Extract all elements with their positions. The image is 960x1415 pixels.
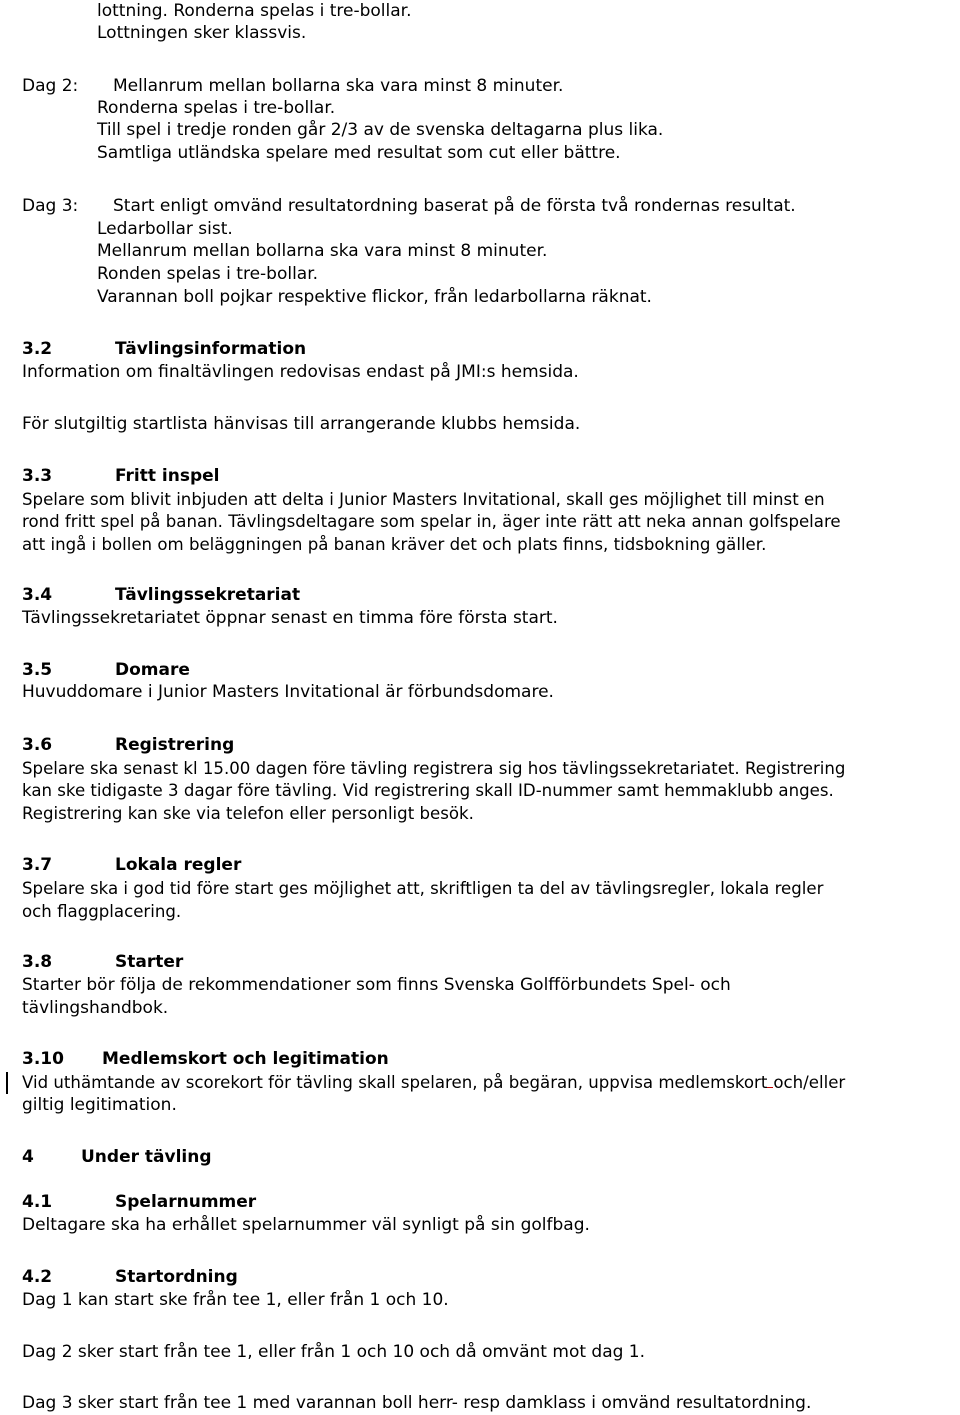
intro-line: lottning. Ronderna spelas i tre-bollar. bbox=[97, 1, 412, 21]
intro-line: Lottningen sker klassvis. bbox=[97, 23, 307, 43]
section-title: Startordning bbox=[115, 1267, 238, 1287]
paragraph-line: tävlingshandbok. bbox=[22, 998, 169, 1018]
paragraph-line: Huvuddomare i Junior Masters Invitational är förbundsdomare. bbox=[22, 682, 554, 702]
schedule-line: Ledarbollar sist. bbox=[97, 219, 233, 239]
schedule-line: Ronderna spelas i tre-bollar. bbox=[97, 98, 336, 118]
paragraph-line: För slutgiltig startlista hänvisas till arrangerande klubbs hemsida. bbox=[22, 414, 581, 434]
schedule-line: Varannan boll pojkar respektive flickor, från ledarbollarna räknat. bbox=[97, 287, 652, 307]
paragraph-line: Starter bör följa de rekommendationer som finns Svenska Golfförbundets Spel- och bbox=[22, 975, 731, 995]
section-number: 4 bbox=[22, 1147, 34, 1167]
section-title: Tävlingssekretariat bbox=[115, 585, 301, 605]
paragraph-line: rond fritt spel på banan. Tävlingsdeltagare som spelar in, äger inte rätt att neka annan golfspelare bbox=[22, 512, 841, 531]
section-number: 3.2 bbox=[22, 339, 53, 359]
section-number: 3.4 bbox=[22, 585, 53, 605]
section-title: Under tävling bbox=[81, 1147, 212, 1167]
paragraph-line: Spelare ska senast kl 15.00 dagen före tävling registrera sig hos tävlingssekretariatet. Registrering bbox=[22, 759, 846, 778]
section-title: Domare bbox=[115, 660, 190, 680]
paragraph-line: Tävlingssekretariatet öppnar senast en timma före första start. bbox=[22, 608, 558, 628]
section-title: Registrering bbox=[115, 735, 235, 755]
schedule-line: Ronden spelas i tre-bollar. bbox=[97, 264, 319, 284]
section-number: 4.2 bbox=[22, 1267, 53, 1287]
paragraph-line: att ingå i bollen om beläggningen på banan kräver det och plats finns, tidsbokning gäller. bbox=[22, 535, 767, 554]
schedule-line: Samtliga utländska spelare med resultat som cut eller bättre. bbox=[97, 143, 621, 163]
section-title: Lokala regler bbox=[115, 855, 242, 875]
section-number: 3.8 bbox=[22, 952, 53, 972]
section-number: 3.10 bbox=[22, 1049, 64, 1069]
schedule-line: Mellanrum mellan bollarna ska vara minst 8 minuter. bbox=[113, 76, 564, 96]
section-title: Medlemskort och legitimation bbox=[102, 1049, 389, 1069]
section-number: 3.7 bbox=[22, 855, 53, 875]
paragraph-line: kan ske tidigaste 3 dagar före tävling. Vid registrering skall ID-nummer samt hemmaklubb anges. bbox=[22, 781, 834, 800]
section-number: 4.1 bbox=[22, 1192, 53, 1212]
paragraph-line: Deltagare ska ha erhållet spelarnummer väl synligt på sin golfbag. bbox=[22, 1215, 590, 1235]
section-number: 3.5 bbox=[22, 660, 53, 680]
section-title: Fritt inspel bbox=[115, 466, 220, 486]
paragraph-line: giltig legitimation. bbox=[22, 1095, 177, 1115]
schedule-line: Till spel i tredje ronden går 2/3 av de svenska deltagarna plus lika. bbox=[97, 120, 664, 140]
paragraph-line: Registrering kan ske via telefon eller personligt besök. bbox=[22, 804, 474, 823]
section-title: Spelarnummer bbox=[115, 1192, 257, 1212]
paragraph-line: Dag 3 sker start från tee 1 med varannan boll herr- resp damklass i omvänd resultatordning. bbox=[22, 1393, 812, 1413]
section-title: Starter bbox=[115, 952, 184, 972]
paragraph-text: och/eller bbox=[773, 1073, 846, 1092]
paragraph-line: Spelare som blivit inbjuden att delta i Junior Masters Invitational, skall ges möjlighet till minst en bbox=[22, 490, 825, 509]
paragraph-line: Spelare ska i god tid före start ges möjlighet att, skriftligen ta del av tävlingsregler, lokala regler bbox=[22, 879, 824, 898]
schedule-line: Start enligt omvänd resultatordning baserat på de första två rondernas resultat. bbox=[113, 196, 796, 216]
day-label: Dag 2: bbox=[22, 76, 79, 96]
paragraph-line: Information om finaltävlingen redovisas endast på JMI:s hemsida. bbox=[22, 362, 579, 382]
paragraph-line: Dag 1 kan start ske från tee 1, eller från 1 och 10. bbox=[22, 1290, 449, 1310]
revision-bar bbox=[6, 1072, 8, 1094]
paragraph-line: Dag 2 sker start från tee 1, eller från 1 och 10 och då omvänt mot dag 1. bbox=[22, 1342, 646, 1362]
paragraph-line bbox=[22, 1072, 845, 1093]
paragraph-line: och flaggplacering. bbox=[22, 902, 182, 921]
day-label: Dag 3: bbox=[22, 196, 79, 216]
schedule-line: Mellanrum mellan bollarna ska vara minst 8 minuter. bbox=[97, 241, 548, 261]
section-number: 3.3 bbox=[22, 466, 53, 486]
section-number: 3.6 bbox=[22, 735, 53, 755]
paragraph-text: Vid uthämtande av scorekort för tävling skall spelaren, på begäran, uppvisa medlemskort bbox=[22, 1073, 768, 1092]
section-title: Tävlingsinformation bbox=[115, 339, 307, 359]
